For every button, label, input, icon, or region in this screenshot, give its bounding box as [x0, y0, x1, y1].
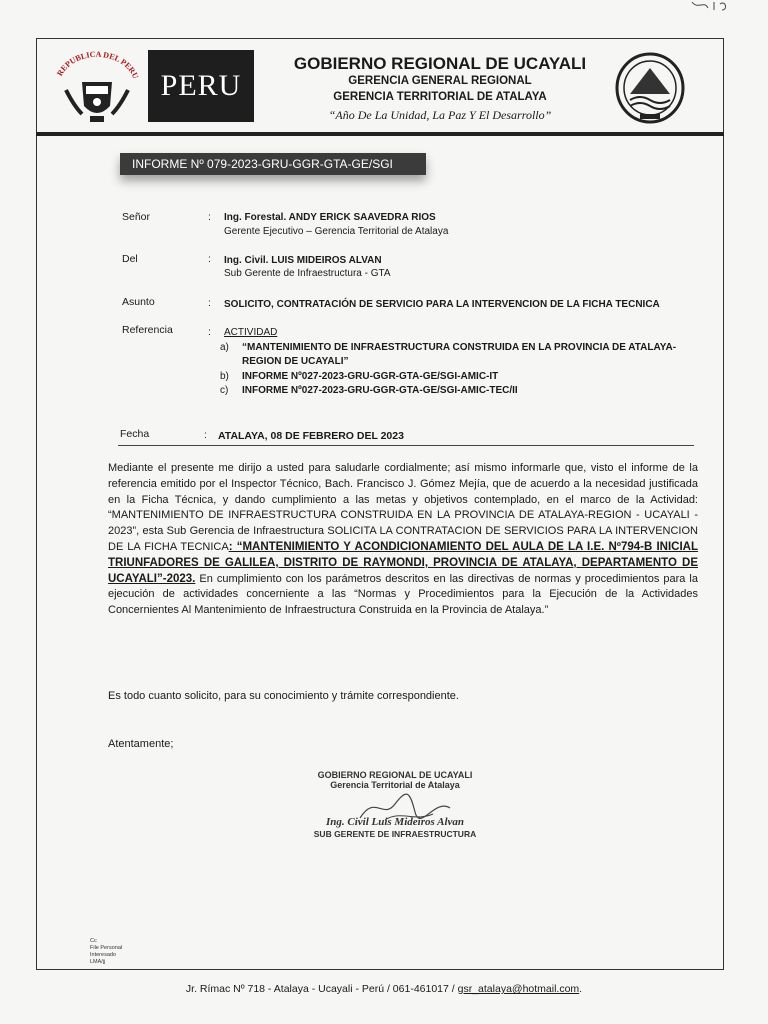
signature-stamp	[300, 770, 490, 790]
motto: “Año De La Unidad, La Paz Y El Desarrollo”	[328, 108, 552, 122]
seal-left-text: REPUBLICA DEL PERU	[55, 50, 141, 81]
footer	[0, 983, 768, 995]
colon: :	[208, 253, 211, 265]
ucayali-seal-icon	[614, 50, 686, 126]
del-name: Ing. Civil. LUIS MIDEIROS ALVAN	[224, 255, 382, 266]
ref-item-b: INFORME Nº027-2023-GRU-GGR-GTA-GE/SGI-AMIC-IT	[242, 371, 499, 382]
signature-org-line2: Gerencia Territorial de Atalaya	[330, 780, 460, 790]
cc-label: Cc	[90, 938, 97, 944]
signature-name: Ing. Civil Luis Mideiros Alvan	[325, 816, 465, 828]
body-highlight: : “MANTENIMIENTO Y ACONDICIONAMIENTO DEL AULA DE LA I.E. Nº794-B INICIAL TRIUNFADORES DE GALILEA, DISTRITO DE RAYMONDI, PROVINCIA DE ATALAYA, DEPARTAMENTO DE UCAYALI”-2023.	[108, 540, 698, 585]
fecha-value: ATALAYA, 08 DE FEBRERO DEL 2023	[218, 430, 404, 442]
salutation: Atentamente;	[108, 738, 174, 750]
signature-org-line1: GOBIERNO REGIONAL DE UCAYALI	[317, 770, 473, 780]
senor-name: Ing. Forestal. ANDY ERICK SAAVEDRA RIOS	[224, 212, 436, 223]
cc-line: Interesado	[90, 952, 116, 958]
fecha-label: Fecha	[120, 428, 150, 440]
cc-line: LMA/jj	[90, 959, 106, 965]
asunto-label: Asunto	[122, 296, 155, 308]
ref-item-a: “MANTENIMIENTO DE INFRAESTRUCTURA CONSTRUIDA EN LA PROVINCIA DE ATALAYA-	[242, 342, 677, 353]
del-role: Sub Gerente de Infraestructura - GTA	[224, 268, 391, 279]
closing-text: Es todo cuanto solicito, para su conocimiento y trámite correspondiente.	[108, 690, 459, 702]
footer-email-link[interactable]: gsr_atalaya@hotmail.com	[457, 983, 580, 995]
referencia-label: Referencia	[122, 324, 173, 336]
ref-letter-a: a)	[220, 342, 229, 353]
footer-end: .	[579, 983, 583, 995]
colon: :	[208, 326, 211, 338]
subtitle-general: GERENCIA GENERAL REGIONAL	[348, 75, 532, 87]
report-number: INFORME Nº 079-2023-GRU-GGR-GTA-GE/SGI	[120, 153, 426, 175]
ref-item-a-cont: REGION DE UCAYALI”	[242, 356, 349, 367]
asunto-value: SOLICITO, CONTRATACIÓN DE SERVICIO PARA LA INTERVENCION DE LA FICHA TECNICA	[224, 299, 660, 310]
page-title: GOBIERNO REGIONAL DE UCAYALI	[293, 54, 587, 73]
footer-address: Jr. Rímac Nº 718 - Atalaya - Ucayali - Perú / 061-461017 /	[185, 983, 458, 995]
body-paragraph	[108, 461, 698, 619]
senor-role: Gerente Ejecutivo – Gerencia Territorial de Atalaya	[224, 226, 449, 237]
header-divider	[36, 132, 724, 136]
signature-role: SUB GERENTE DE INFRAESTRUCTURA	[313, 829, 477, 839]
peru-logo: PERU	[148, 50, 254, 122]
fecha-divider	[118, 445, 694, 446]
ref-item-c: INFORME Nº027-2023-GRU-GGR-GTA-GE/SGI-AMIC-TEC/II	[242, 385, 518, 396]
colon: :	[204, 429, 207, 441]
referencia-heading: ACTIVIDAD	[224, 327, 278, 338]
colon: :	[208, 211, 211, 223]
senor-label: Señor	[122, 211, 151, 223]
body-text-part2: En cumplimiento con los parámetros descritos en las directivas de normas y procedimientos para la ejecución de actividades concerniente a las “Normas y Procedimientos para la Ejecución de la Actividades Concernientes Al Mantenimiento de Infraestructura Construida en la Provincia de Atalaya.”	[108, 572, 698, 617]
svg-text:REPUBLICA DEL PERU	[55, 50, 140, 80]
colon: :	[208, 297, 211, 309]
handwritten-mark-icon	[690, 0, 730, 12]
ref-letter-c: c)	[220, 385, 229, 396]
ref-letter-b: b)	[220, 371, 229, 382]
cc-block	[90, 938, 122, 966]
del-label: Del	[122, 253, 138, 265]
peru-coat-of-arms-icon	[52, 50, 142, 128]
cc-line: File Personal	[90, 945, 123, 951]
subtitle-territorial: GERENCIA TERRITORIAL DE ATALAYA	[333, 91, 547, 103]
body-text-part1: Mediante el presente me dirijo a usted para saludarle cordialmente; así mismo informarle que, visto el informe de la referencia emitido por el Inspector Técnico, Bach. Francisco J. Gómez Mejía, que de acuerdo a la necesidad justificada en la Ficha Técnica, y dando cumplimiento a las metas y objetivos contemplado, en el marco de la Actividad: “MANTENIMIENTO DE INFRAESTRUCTURA CONSTRUIDA EN LA PROVINCIA DE ATALAYA-REGION - UCAYALI - 2023”, esta Sub Gerencia de Infraestructura SOLICITA LA CONTRATACION DE SERVICIOS PARA LA INTERVENCION DE LA FICHA TECNICA	[108, 462, 698, 553]
